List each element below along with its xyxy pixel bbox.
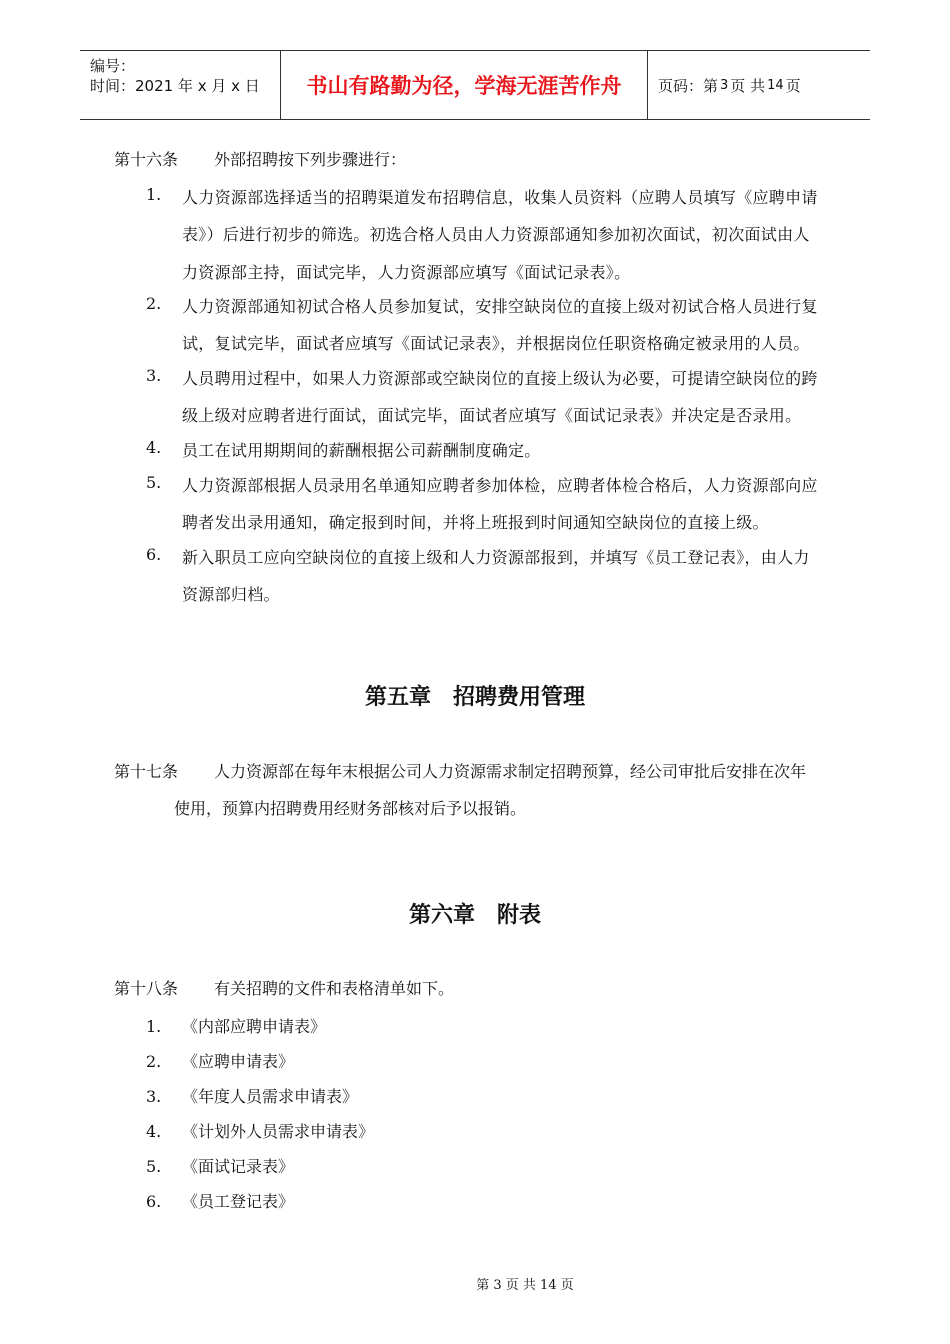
item-text-line: 人力资源部通知初试合格人员参加复试，安排空缺岗位的直接上级对初试合格人员进行复 bbox=[182, 297, 818, 316]
list-item bbox=[146, 1154, 294, 1177]
item-number: 2. bbox=[146, 294, 162, 313]
item-number: 3. bbox=[146, 366, 162, 385]
list-item bbox=[146, 1049, 294, 1072]
item-number: 1. bbox=[146, 185, 162, 204]
chapter-6-title: 第六章 附表 bbox=[408, 903, 541, 928]
item-text-line: 聘者发出录用通知，确定报到时间，并将上班报到时间通知空缺岗位的直接上级。 bbox=[182, 513, 769, 532]
item-text: 《应聘申请表》 bbox=[182, 1052, 295, 1071]
item-text: 《内部应聘申请表》 bbox=[182, 1017, 327, 1036]
item-number: 2. bbox=[146, 1052, 162, 1071]
article-label: 第十六条 bbox=[114, 150, 179, 169]
article-label: 第十七条 bbox=[114, 762, 179, 781]
list-item bbox=[146, 366, 182, 385]
item-text: 《年度人员需求申请表》 bbox=[182, 1087, 359, 1106]
item-text-line: 新入职员工应向空缺岗位的直接上级和人力资源部报到，并填写《员工登记表》，由人力 bbox=[182, 548, 810, 567]
document-header bbox=[80, 50, 870, 120]
item-text-line: 试，复试完毕，面试者应填写《面试记录表》，并根据岗位任职资格确定被录用的人员。 bbox=[182, 334, 810, 353]
page-total: 14 bbox=[767, 77, 784, 93]
header-meta bbox=[80, 51, 280, 119]
list-item bbox=[146, 185, 182, 204]
document-time-label: 时间：2021 年 x 月 x 日 bbox=[90, 77, 260, 95]
list-item bbox=[146, 1084, 358, 1107]
item-number: 5. bbox=[146, 1157, 162, 1176]
list-item bbox=[146, 438, 182, 457]
chapter-5-title: 第五章 招聘费用管理 bbox=[364, 685, 585, 710]
item-number: 1. bbox=[146, 1017, 162, 1036]
article-text-line: 人力资源部在每年末根据公司人力资源需求制定招聘预算，经公司审批后安排在次年 bbox=[214, 762, 807, 781]
article-17 bbox=[114, 762, 806, 781]
article-label: 第十八条 bbox=[114, 979, 179, 998]
page-prefix: 页码：第 bbox=[658, 76, 719, 95]
item-text-line: 人员聘用过程中，如果人力资源部或空缺岗位的直接上级认为必要，可提请空缺岗位的跨 bbox=[182, 369, 818, 388]
item-text-line: 员工在试用期期间的薪酬根据公司薪酬制度确定。 bbox=[182, 441, 541, 460]
article-17-continuation: 使用，预算内招聘费用经财务部核对后予以报销。 bbox=[174, 799, 527, 818]
page-current: 3 bbox=[720, 77, 729, 93]
item-text-line: 力资源部主持，面试完毕，人力资源部应填写《面试记录表》。 bbox=[182, 263, 631, 282]
item-number: 4. bbox=[146, 438, 162, 457]
item-text-line: 资源部归档。 bbox=[182, 585, 280, 604]
item-number: 4. bbox=[146, 1122, 162, 1141]
item-number: 6. bbox=[146, 1192, 162, 1211]
list-item bbox=[146, 1014, 326, 1037]
item-text-line: 人力资源部根据人员录用名单通知应聘者参加体检，应聘者体检合格后，人力资源部向应 bbox=[182, 476, 818, 495]
list-item bbox=[146, 1189, 294, 1212]
page-suffix: 页 bbox=[785, 76, 801, 95]
page-footer: 第 3 页 共 14 页 bbox=[476, 1278, 574, 1293]
item-text-line: 人力资源部选择适当的招聘渠道发布招聘信息，收集人员资料（应聘人员填写《应聘申请 bbox=[182, 188, 818, 207]
header-page-info bbox=[648, 51, 870, 119]
item-text: 《员工登记表》 bbox=[182, 1192, 295, 1211]
header-motto: 书山有路勤为径，学海无涯苦作舟 bbox=[280, 51, 648, 119]
article-title: 有关招聘的文件和表格清单如下。 bbox=[214, 979, 455, 998]
item-text-line: 表》）后进行初步的筛选。初选合格人员由人力资源部通知参加初次面试，初次面试由人 bbox=[182, 225, 810, 244]
page-mid: 页 共 bbox=[730, 76, 766, 95]
item-text-line: 级上级对应聘者进行面试，面试完毕，面试者应填写《面试记录表》并决定是否录用。 bbox=[182, 406, 802, 425]
item-number: 5. bbox=[146, 473, 162, 492]
item-number: 3. bbox=[146, 1087, 162, 1106]
item-number: 6. bbox=[146, 545, 162, 564]
document-number-label: 编号： bbox=[90, 57, 136, 75]
list-item bbox=[146, 473, 182, 492]
item-text: 《计划外人员需求申请表》 bbox=[182, 1122, 375, 1141]
article-18-heading bbox=[114, 979, 454, 998]
item-text: 《面试记录表》 bbox=[182, 1157, 295, 1176]
article-title: 外部招聘按下列步骤进行： bbox=[214, 150, 407, 169]
list-item bbox=[146, 294, 182, 313]
list-item bbox=[146, 1119, 374, 1142]
article-16-heading bbox=[114, 150, 406, 169]
list-item bbox=[146, 545, 182, 564]
